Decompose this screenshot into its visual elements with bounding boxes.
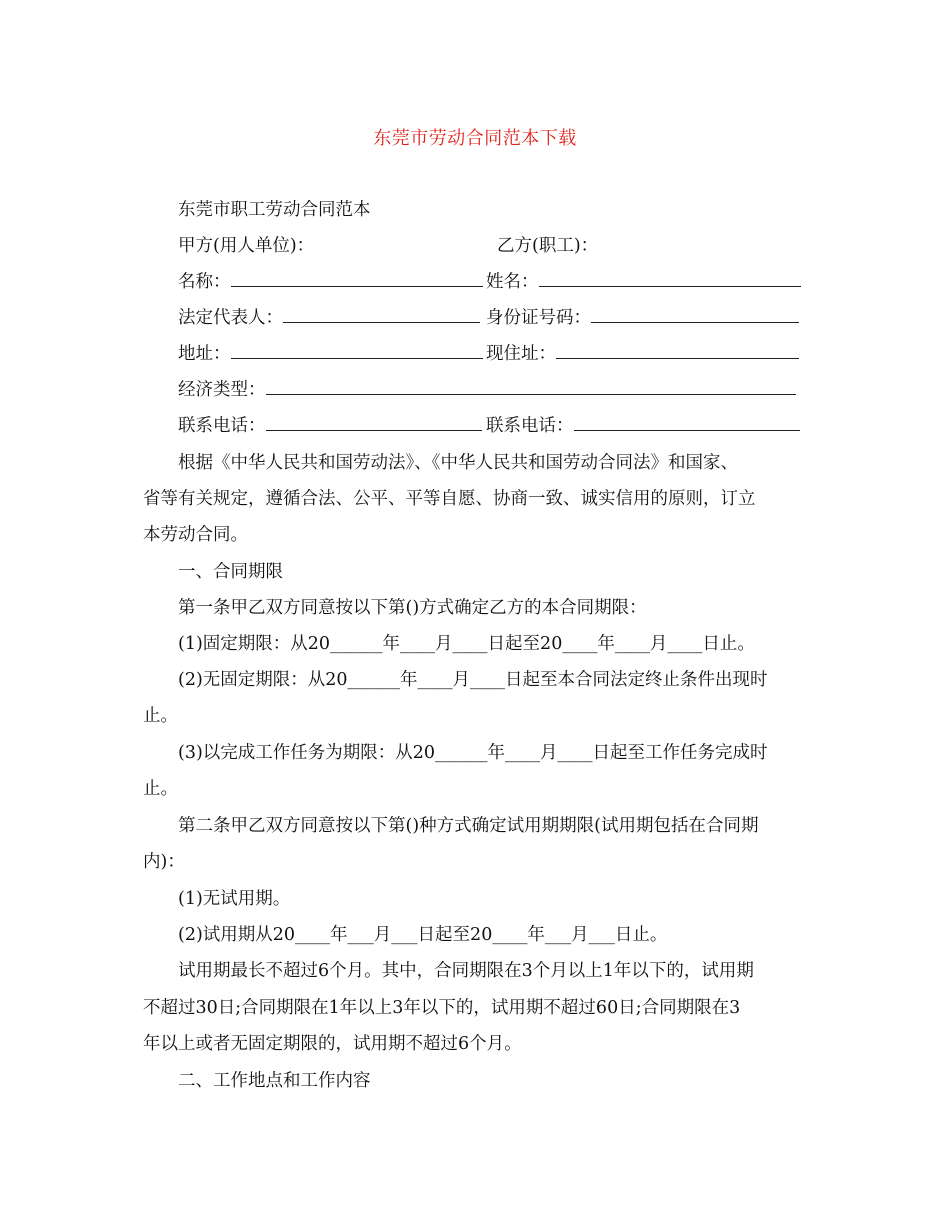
article-1-item-3: (3)以完成工作任务为期限：从20______年____月____日起至工作任务完成时 <box>178 743 768 763</box>
article-1-item-1: (1)固定期限：从20______年____月____日起至20____年____月____日止。 <box>178 634 755 654</box>
field-id-number <box>486 306 799 330</box>
section-heading-1: 一、合同期限 <box>178 562 283 582</box>
article-1-item-2: (2)无固定期限：从20______年____月____日起至本合同法定终止条件出现时 <box>178 670 768 690</box>
section-heading-2: 二、工作地点和工作内容 <box>178 1071 371 1091</box>
probation-line-2: 不超过30日;合同期限在1年以上3年以下的，试用期不超过60日;合同期限在3 <box>143 998 741 1018</box>
field-economic-type <box>178 378 796 402</box>
blank-line <box>231 342 483 359</box>
article-1-item-2-cont: 止。 <box>143 706 178 726</box>
field-legal-rep <box>178 306 480 330</box>
field-label: 法定代表人： <box>178 308 283 328</box>
field-employer-name <box>178 270 483 294</box>
contract-subtitle: 东莞市职工劳动合同范本 <box>178 200 371 220</box>
field-employee-name <box>486 270 801 294</box>
intro-line-2: 省等有关规定，遵循合法、公平、平等自愿、协商一致、诚实信用的原则，订立 <box>143 489 756 509</box>
article-1: 第一条甲乙双方同意按以下第()方式确定乙方的本合同期限： <box>178 598 647 618</box>
blank-line <box>283 306 480 323</box>
document-title: 东莞市劳动合同范本下载 <box>373 128 577 149</box>
field-label: 名称： <box>178 272 231 292</box>
blank-line <box>591 306 799 323</box>
party-b-label: 乙方(职工)： <box>497 236 599 256</box>
probation-line-3: 年以上或者无固定期限的，试用期不超过6个月。 <box>143 1034 522 1054</box>
field-label: 联系电话： <box>486 416 574 436</box>
field-employer-phone <box>178 414 482 438</box>
field-label: 经济类型： <box>178 380 266 400</box>
field-label: 地址： <box>178 344 231 364</box>
article-2-cont: 内)： <box>143 852 185 872</box>
article-2-item-2: (2)试用期从20____年___月___日起至20____年___月___日止。 <box>178 925 668 945</box>
article-2: 第二条甲乙双方同意按以下第()种方式确定试用期期限(试用期包括在合同期 <box>178 816 759 836</box>
field-employee-phone <box>486 414 800 438</box>
intro-line-1: 根据《中华人民共和国劳动法》、《中华人民共和国劳动合同法》和国家、 <box>178 453 738 473</box>
intro-line-3: 本劳动合同。 <box>143 525 248 545</box>
field-label: 姓名： <box>486 272 539 292</box>
article-1-item-3-cont: 止。 <box>143 779 178 799</box>
probation-line-1: 试用期最长不超过6个月。其中，合同期限在3个月以上1年以下的，试用期 <box>178 961 754 981</box>
article-2-item-1: (1)无试用期。 <box>178 889 291 909</box>
field-label: 联系电话： <box>178 416 266 436</box>
blank-line <box>556 342 799 359</box>
blank-line <box>539 270 801 287</box>
field-label: 身份证号码： <box>486 308 591 328</box>
blank-line <box>266 414 482 431</box>
field-address <box>178 342 483 366</box>
blank-line <box>574 414 800 431</box>
field-label: 现住址： <box>486 344 556 364</box>
party-a-label: 甲方(用人单位)： <box>178 236 315 256</box>
blank-line <box>231 270 483 287</box>
field-current-address <box>486 342 799 366</box>
blank-line <box>266 378 796 395</box>
